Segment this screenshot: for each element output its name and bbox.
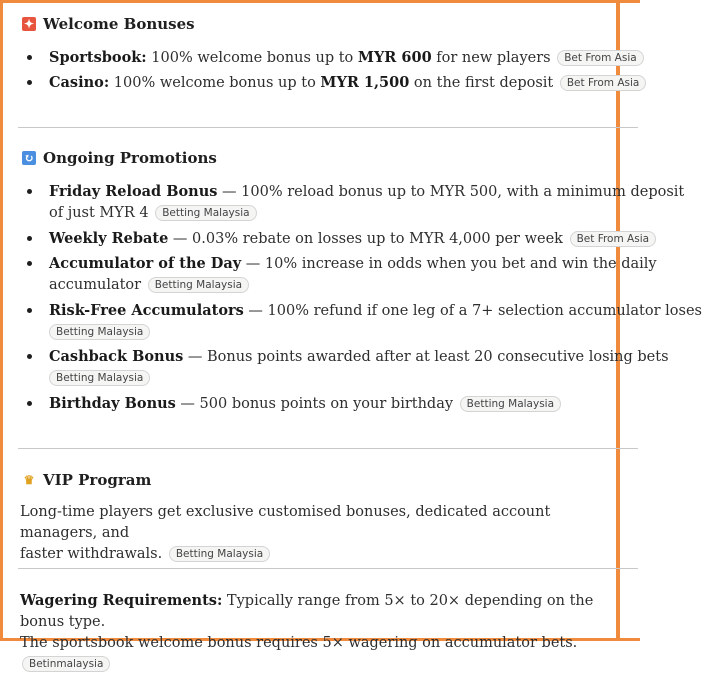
- item-text: — 0.03% rebate on losses up to MYR 4,000 per week: [168, 231, 563, 247]
- item-amount: MYR 600: [357, 49, 432, 66]
- item-text: — 10% increase in odds when you bet and win the daily: [241, 256, 657, 272]
- item-text: — Bonus points awarded after at least 20 consecutive losing bets: [183, 349, 669, 365]
- item-amount: MYR 1,500: [320, 74, 410, 91]
- vip-text: Long-time players get exclusive customised bonuses, dedicated account managers, and: [20, 504, 551, 541]
- list-item: [20, 346, 669, 389]
- source-tag[interactable]: Bet From Asia: [560, 75, 646, 91]
- list-item: [20, 393, 624, 415]
- item-text: on the first deposit: [409, 75, 554, 91]
- wagering-text: Typically range from 5× to 20× depending on the bonus type.: [20, 593, 594, 630]
- item-label: Cashback Bonus: [49, 348, 184, 365]
- welcome-bonuses-heading: [22, 15, 195, 33]
- source-tag[interactable]: Betting Malaysia: [49, 324, 150, 340]
- section-divider: [18, 568, 638, 569]
- refresh-icon: ↻: [23, 151, 35, 165]
- source-tag[interactable]: Betting Malaysia: [460, 396, 561, 412]
- item-text: — 500 bonus points on your birthday: [175, 396, 454, 412]
- promotions-content: [20, 0, 702, 670]
- list-item: [20, 253, 657, 296]
- item-label: Risk-Free Accumulators: [49, 302, 244, 319]
- source-tag[interactable]: Betting Malaysia: [49, 370, 150, 386]
- item-label: Accumulator of the Day: [49, 255, 242, 272]
- source-tag[interactable]: Betting Malaysia: [155, 205, 256, 221]
- gift-icon: ✦: [23, 17, 35, 31]
- source-tag[interactable]: Bet From Asia: [557, 50, 643, 66]
- vip-program-title: VIP Program: [43, 471, 152, 489]
- source-tag[interactable]: Betting Malaysia: [148, 277, 249, 293]
- list-item: [20, 300, 702, 343]
- source-tag[interactable]: Bet From Asia: [570, 231, 656, 247]
- list-item: [20, 47, 637, 69]
- section-divider: [18, 127, 638, 128]
- item-text: 100% welcome bonus up to: [146, 50, 358, 66]
- vip-description: [20, 502, 620, 565]
- item-text: of just MYR 4: [49, 205, 149, 221]
- list-item: [20, 228, 650, 250]
- item-label: Birthday Bonus: [49, 395, 176, 412]
- ongoing-promotions-title: Ongoing Promotions: [43, 149, 217, 167]
- welcome-bonuses-title: Welcome Bonuses: [43, 15, 195, 33]
- item-text: accumulator: [49, 277, 142, 293]
- source-tag[interactable]: Betting Malaysia: [169, 546, 270, 562]
- crown-icon: ♛: [23, 473, 35, 487]
- vip-program-heading: [22, 471, 151, 489]
- item-text: — 100% reload bonus up to MYR 500, with a minimum deposit: [217, 184, 685, 200]
- item-label: Friday Reload Bonus: [49, 183, 218, 200]
- list-item: [20, 181, 685, 224]
- ongoing-promotions-heading: [22, 149, 217, 167]
- item-label: Casino:: [49, 74, 110, 91]
- item-label: Weekly Rebate: [49, 230, 169, 247]
- wagering-requirements: [20, 590, 620, 675]
- item-text: 100% welcome bonus up to: [109, 75, 321, 91]
- list-item: [20, 72, 640, 94]
- wagering-label: Wagering Requirements:: [20, 592, 223, 609]
- section-divider: [18, 448, 638, 449]
- item-label: Sportsbook:: [49, 49, 147, 66]
- vip-text: faster withdrawals.: [20, 546, 163, 562]
- source-tag[interactable]: Betinmalaysia: [22, 656, 110, 672]
- item-text: for new players: [431, 50, 551, 66]
- item-text: — 100% refund if one leg of a 7+ selection accumulator loses: [243, 303, 702, 319]
- wagering-text: The sportsbook welcome bonus requires 5× wagering on accumulator bets.: [20, 635, 578, 651]
